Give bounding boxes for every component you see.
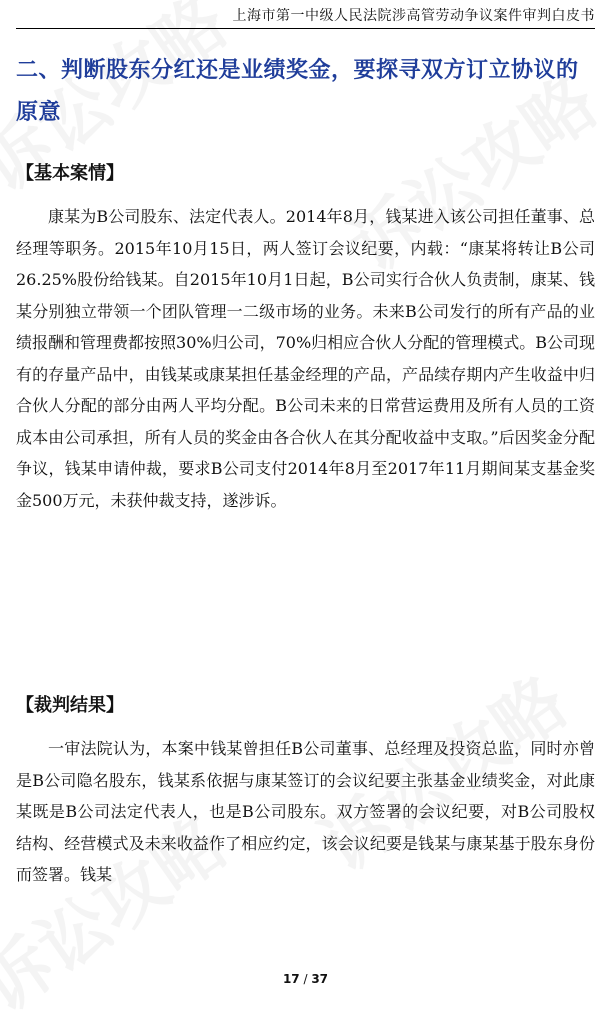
page-current: 17 (282, 972, 300, 986)
paragraph-judgment-result: 一审法院认为，本案中钱某曾担任B公司董事、总经理及投资总监，同时亦曾是B公司隐名股东，钱某系依据与康某签订的会议纪要主张基金业绩奖金，对此康某既是B公司法定代表人，也是B公司股东。双方签署的会议纪要，对B公司股权结构、经营模式及未来收益作了相应约定，该会议纪要是钱某与康某基于股东身份而签署。钱某 (16, 739, 595, 884)
page-separator: / (299, 972, 312, 986)
section-title: 二、判断股东分红还是业绩奖金，要探寻双方订立协议的原意 (16, 58, 579, 125)
page-total: 37 (311, 972, 329, 986)
heading-basic-facts: 【基本案情】 (16, 163, 124, 184)
heading-judgment-result: 【裁判结果】 (16, 695, 124, 716)
header-title: 上海市第一中级人民法院涉高管劳动争议案件审判白皮书 (232, 8, 595, 24)
page-number (0, 972, 611, 986)
paragraph-basic-facts: 康某为B公司股东、法定代表人。2014年8月，钱某进入该公司担任董事、总经理等职务。2015年10月15日，两人签订会议纪要，内载：“康某将转让B公司26.25%股份给钱某。自2015年10月1日起，B公司实行合伙人负责制，康某、钱某分别独立带领一个团队管理一二级市场的业务。未来B公司发行的所有产品的业绩报酬和管理费都按照30%归公司，70%归相应合伙人分配的管理模式。B公司现有的存量产品中，由钱某或康某担任基金经理的产品，产品续存期内产生收益中归合伙人分配的部分由两人平均分配。B公司未来的日常营运费用及所有人员的工资成本由公司承担，所有人员的奖金由各合伙人在其分配收益中支取。”后因奖金分配争议，钱某申请仲裁，要求B公司支付2014年8月至2017年11月期间某支基金奖金500万元，未获仲裁支持，遂涉诉。 (16, 207, 595, 510)
page-header (16, 6, 595, 29)
